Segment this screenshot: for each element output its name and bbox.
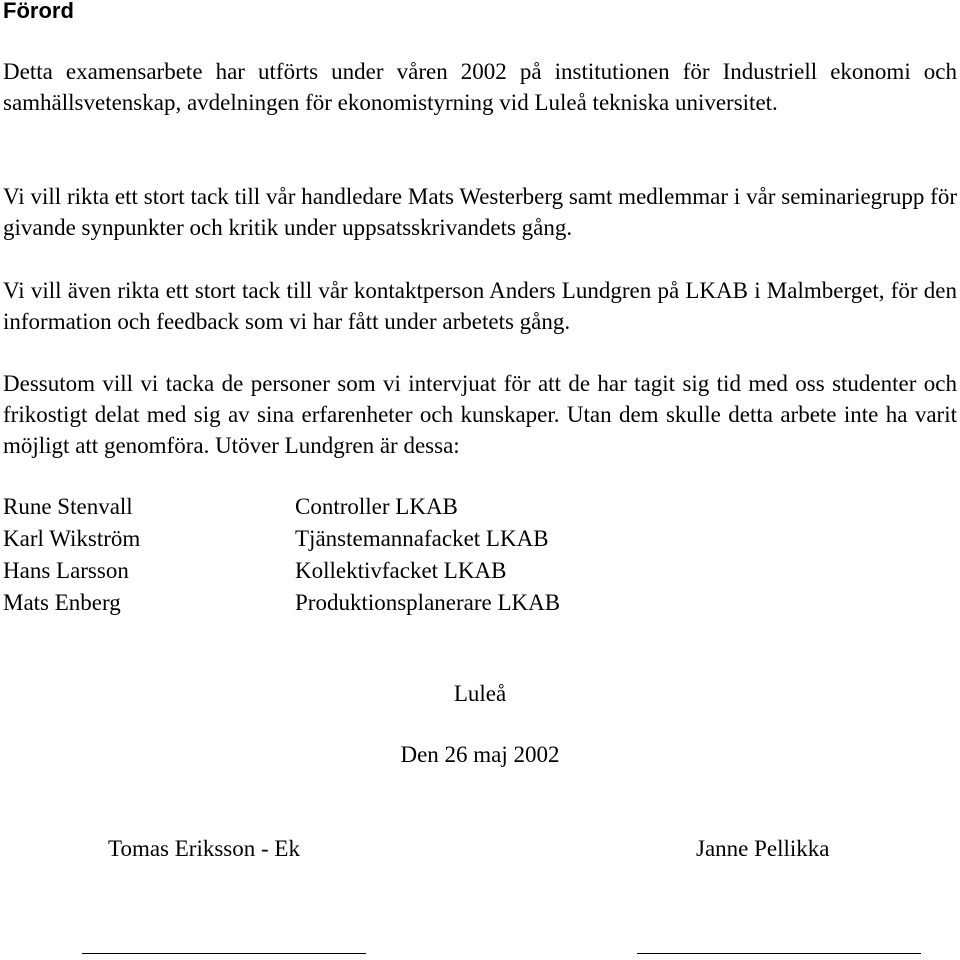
interviewee-role: Produktionsplanerare LKAB [295, 590, 561, 615]
signature-line-1 [82, 953, 366, 954]
signature-line-2 [637, 953, 921, 954]
interviewee-name: Mats Enberg [3, 590, 121, 615]
interviewee-role: Kollektivfacket LKAB [295, 558, 507, 583]
interviewee-name: Rune Stenvall [3, 494, 133, 519]
place: Luleå [453, 681, 507, 706]
paragraph-intro: Detta examensarbete har utförts under våren 2002 på institutionen för Industriell ekonomi och samhällsvetenskap, avdelningen för ekonomistyrning vid Luleå tekniska universitet. [3, 59, 957, 115]
interviewee-name: Karl Wikström [3, 526, 141, 551]
interviewee-role: Controller LKAB [295, 494, 458, 519]
paragraph-thanks-contact: Vi vill även rikta ett stort tack till vår kontaktperson Anders Lundgren på LKAB i Malmberget, för den information och feedback som vi har fått under arbetets gång. [3, 278, 957, 334]
section-heading: Förord [3, 0, 74, 23]
signature-name-2: Janne Pellikka [696, 836, 830, 861]
signature-name-1: Tomas Eriksson - Ek [108, 836, 300, 861]
paragraph-thanks-supervisor: Vi vill rikta ett stort tack till vår handledare Mats Westerberg samt medlemmar i vår seminariegrupp för givande synpunkter och kritik under uppsatsskrivandets gång. [3, 184, 957, 240]
date: Den 26 maj 2002 [400, 742, 560, 767]
interviewee-name: Hans Larsson [3, 558, 129, 583]
interviewee-role: Tjänstemannafacket LKAB [295, 526, 549, 551]
paragraph-thanks-interviewees: Dessutom vill vi tacka de personer som vi intervjuat för att de har tagit sig tid med oss studenter och frikostigt delat med sig av sina erfarenheter och kunskaper. Utan dem skulle detta arbete inte ha varit möjligt att genomföra. Utöver Lundgren är dessa: [3, 371, 957, 458]
